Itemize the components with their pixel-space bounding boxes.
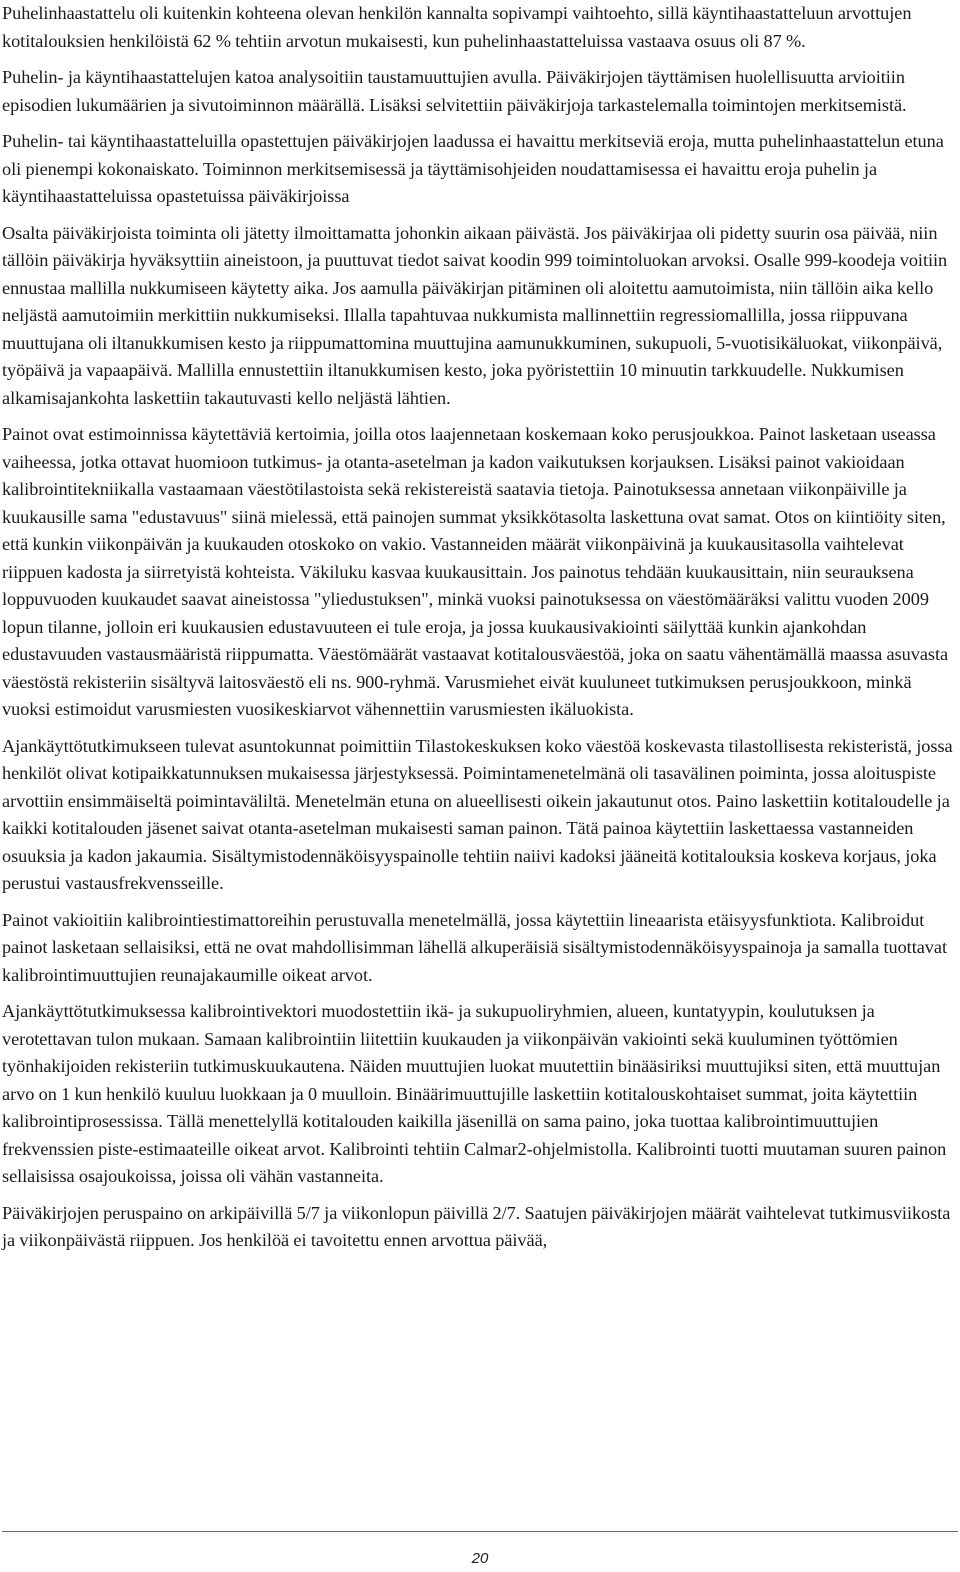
paragraph-diary-quality: Puhelin- tai käyntihaastatteluilla opastettujen päiväkirjojen laadussa ei havaittu merkitseviä eroja, mutta puhelinhaastattelun etuna oli pienempi kokonaiskato. Toiminnon merkitsemisessä ja täyttämisohjeiden noudattamisessa ei havaittu eroja puhelin ja käyntihaastatteluissa opastetuissa päiväkirjoissa <box>2 131 944 206</box>
paragraph-gap <box>2 211 956 220</box>
paragraph-gap <box>2 1191 956 1200</box>
paragraph-gap <box>2 724 956 733</box>
footer-divider <box>2 1531 958 1532</box>
paragraph-diary-base-weight: Päiväkirjojen peruspaino on arkipäivillä 5/7 ja viikonlopun päivillä 2/7. Saatujen päiväkirjojen määrät vaihtelevat tutkimusviikosta ja viikonpäivästä riippuen. Jos henkilöä ei tavoitettu ennen arvottua päivää, <box>2 1202 951 1250</box>
paragraph-gap <box>2 412 956 421</box>
paragraph-gap <box>2 898 956 907</box>
paragraph-gap <box>2 989 956 998</box>
paragraph-gap <box>2 119 956 128</box>
paragraph-phone-vs-visit-suitability: Puhelinhaastattelu oli kuitenkin kohteena olevan henkilön kannalta sopivampi vaihtoehto, sillä käyntihaastatteluun arvottujen kotitalouksien henkilöistä 62 % tehtiin arvotun mukaisesti, kun puhelinhaastatteluissa vastaava osuus oli 87 %. <box>2 3 912 51</box>
paragraph-weights-estimation: Painot ovat estimoinnissa käytettäviä kertoimia, joilla otos laajennetaan koskemaan koko perusjoukkoa. Painot lasketaan useassa vaiheessa, jotka ottavat huomioon tutkimus- ja otanta-asetelman ja kadon vaikutuksen korjauksen. Lisäksi painot vakioidaan kalibrointitekniikalla vastaamaan väestötilastoista sekä rekistereistä saatavia tietoja. Painotuksessa annetaan viikonpäiville ja kuukausille sama "edustavuus" siinä mielessä, että painojen summat yksikkötasolta laskettuna ovat samat. Otos on kiintiöity siten, että kunkin viikonpäivän ja kuukauden otoskoko on vakio. Vastanneiden määrät viikonpäivinä ja kuukausitasolla vaihtelevat riippuen kadosta ja siirretyistä kohteista. Väkiluku kasvaa kuukausittain. Jos painotus tehdään kuukausittain, niin seurauksena loppuvuoden kuukaudet saavat aineistossa "yliedustuksen", minkä vuoksi painotuksessa on väestömääräksi valittu vuoden 2009 lopun tilanne, jolloin eri kuukausien edustavuuteen ei tule eroja, ja jossa kuukausivakiointi säilyttää kunkin ajankohdan edustavuuden vastausmääristä riippumatta. Väestömäärät vastaavat kotitalousväestöä, joka on saatu vähentämällä maassa asuvasta väestöstä rekisteriin sisältyvä laitosväestö eli ns. 900-ryhmä. Varusmiehet eivät kuuluneet tutkimuksen perusjoukkoon, minkä vuoksi estimoidut varusmiesten vuosikeskiarvot vähennettiin varusmiesten ikäluokista. <box>2 424 949 719</box>
paragraph-sampling-frame: Ajankäyttötutkimukseen tulevat asuntokunnat poimittiin Tilastokeskuksen koko väestöä koskevasta tilastollisesta rekisteristä, jossa henkilöt olivat kotipaikkatunnuksen mukaisessa järjestyksessä. Poimintamenetelmänä oli tasavälinen poiminta, jossa aloituspiste arvottiin ensimmäiseltä poimintaväliltä. Menetelmän etuna on alueellisesti oikein jakautunut otos. Paino laskettiin kotitaloudelle ja kaikki kotitalouden jäsenet saivat otanta-asetelman mukaisesti saman painon. Tätä painoa käytettiin laskettaessa vastanneiden osuuksia ja kadon jakaumia. Sisältymistodennäköisyyspainolle tehtiin naiivi kadoksi jääneitä kotitalouksia koskeva korjaus, joka perustui vastausfrekvensseille. <box>2 735 953 893</box>
paragraph-nonresponse-analysis: Puhelin- ja käyntihaastattelujen katoa analysoitiin taustamuuttujien avulla. Päiväkirjojen täyttämisen huolellisuutta arvioitiin episodien lukumäärien ja sivutoiminnon määrällä. Lisäksi selvitettiin päiväkirjoja tarkastelemalla toimintojen merkitsemistä. <box>2 67 907 115</box>
paragraph-missing-activity-imputation: Osalta päiväkirjoista toiminta oli jätetty ilmoittamatta johonkin aikaan päivästä. Jos päiväkirjaa oli pidetty suurin osa päivää, niin tällöin päiväkirja hyväksyttiin aineistoon, ja puuttuvat tiedot saivat koodin 999 toimintoluokan arvoksi. Osalle 999-koodeja voitiin ennustaa mallilla nukkumiseen käytetty aika. Jos aamulla päiväkirjan pitäminen oli aloitettu aamutoimista, niin tällöin aika kello neljästä aamutoimiin merkittiin nukkumiseksi. Illalla tapahtuvaa nukkumista mallinnettiin regressiomallilla, jossa riippuvana muuttujana oli iltanukkumisen kesto ja riippumattomina muuttujina aamunukkuminen, sukupuoli, 5-vuotisikäluokat, viikonpäivä, työpäivä ja vapaapäivä. Mallilla ennustettiin iltanukkumisen kesto, joka pyöristettiin 10 minuutin tarkkuudelle. Nukkumisen alkamisajankohta laskettiin takautuvasti kello neljästä lähtien. <box>2 222 948 408</box>
paragraph-calibration-vector: Ajankäyttötutkimuksessa kalibrointivektori muodostettiin ikä- ja sukupuoliryhmien, alueen, kuntatyypin, koulutuksen ja verotettavan tulon mukaan. Samaan kalibrointiin liitettiin kuukauden ja viikonpäivän vakiointi sekä kuuluminen työttömien työnhakijoiden rekisteriin tutkimuskuukautena. Näiden muuttujien luokat muutettiin binääsiriksi muuttujiksi siten, että muuttujan arvo on 1 kun henkilö kuuluu luokkaan ja 0 muulloin. Binäärimuuttujille laskettiin kotitalouskohtaiset summat, joita käytettiin kalibrointiprosessissa. Tällä menettelyllä kotitalouden kaikilla jäsenillä on sama paino, joka tuottaa kalibrointimuuttujien frekvenssien piste-estimaateille oikeat arvot. Kalibrointi tehtiin Calmar2-ohjelmistolla. Kalibrointi tuotti muutaman suuren painon sellaisissa osajoukoissa, joissa oli vähän vastanneita. <box>2 1001 947 1186</box>
paragraph-gap <box>2 55 956 64</box>
page-number: 20 <box>471 1550 489 1567</box>
document-body <box>2 0 956 1255</box>
paragraph-calibration-method: Painot vakioitiin kalibrointiestimattoreihin perustuvalla menetelmällä, jossa käytettiin lineaarista etäisyysfunktiota. Kalibroidut painot lasketaan sellaisiksi, että ne ovat mahdollisimman lähellä alkuperäisiä sisältymistodennäköisyyspainoja ja samalla tuottavat kalibrointimuuttujien reunajakaumille oikeat arvot. <box>2 909 947 985</box>
